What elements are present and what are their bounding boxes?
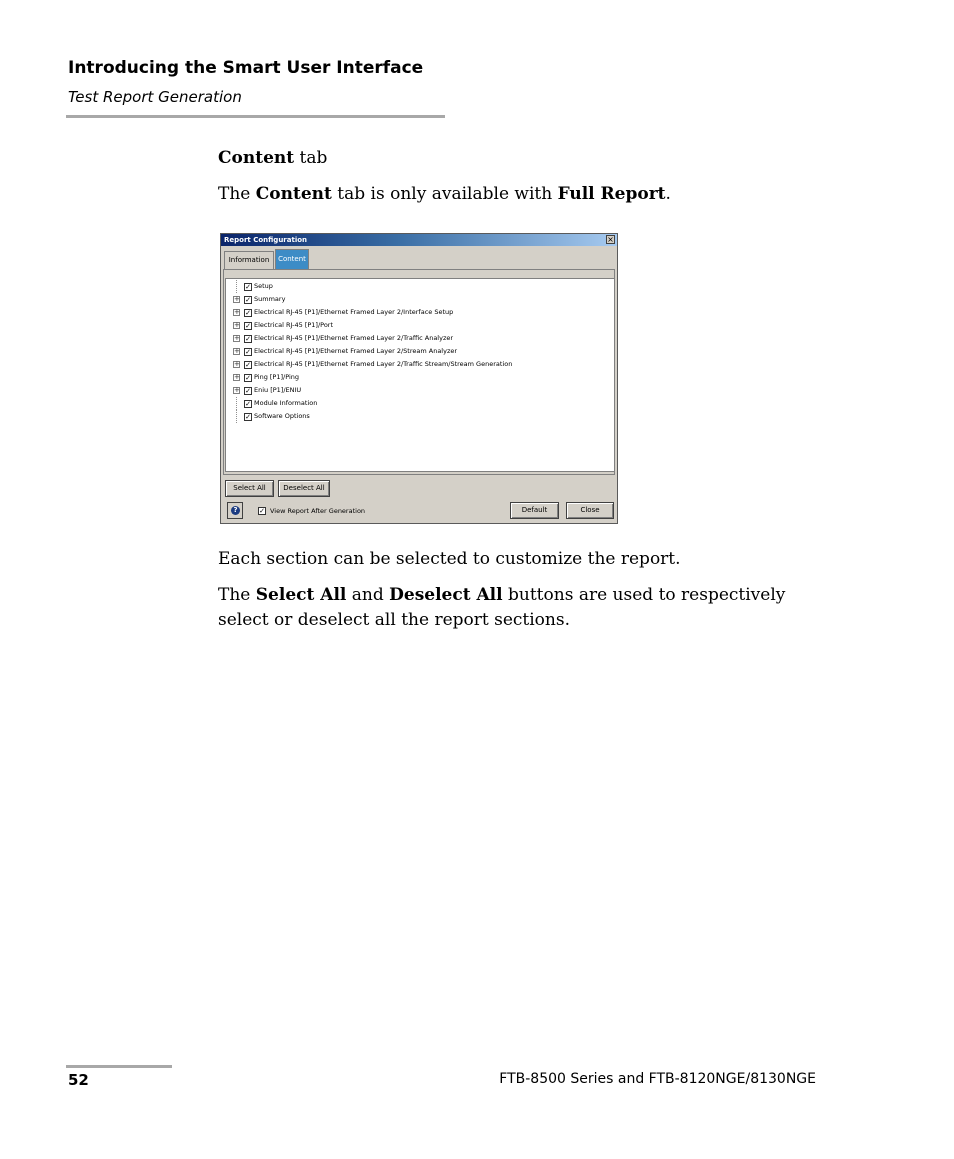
buttons-text-1: The [218,585,256,605]
tree-item-label: Software Options [254,412,310,420]
footer-rule [66,1065,172,1068]
tree-item-label: Summary [254,295,286,303]
tree-item-checkbox[interactable]: ✓ [245,283,251,291]
intro-bold-content: Content [255,184,332,204]
tree-item-label: Eniu [P1]/ENIU [254,386,302,394]
tree-item-checkbox[interactable]: ✓ [245,335,251,343]
dialog-titlebar[interactable] [221,234,617,246]
tree-item-label: Setup [254,282,273,290]
tree-item-checkbox[interactable]: ✓ [245,400,251,408]
tree-item-checkbox[interactable]: ✓ [245,413,251,421]
intro-text-1: The [218,184,256,204]
tree-item-label: Electrical RJ-45 [P1]/Ethernet Framed Layer 2/Traffic Stream/Stream Generation [254,360,513,368]
buttons-paragraph [218,583,818,633]
buttons-bold-select-all: Select All [255,585,347,605]
help-icon: ? [231,506,240,515]
description-paragraph: Each section can be selected to customize the report. [218,549,681,569]
running-header-subtitle: Test Report Generation [68,88,242,106]
expand-icon[interactable]: + [234,373,240,381]
buttons-text-2: and [346,585,390,605]
tree-item-label: Ping [P1]/Ping [254,373,300,381]
footer-product-name: FTB-8500 Series and FTB-8120NGE/8130NGE [499,1071,816,1087]
tree-item-checkbox[interactable]: ✓ [245,361,251,369]
expand-icon[interactable]: + [234,386,240,394]
report-sections-tree [225,278,615,472]
tree-item-label: Electrical RJ-45 [P1]/Ethernet Framed Layer 2/Interface Setup [254,308,454,316]
view-report-label: View Report After Generation [270,507,366,515]
section-heading-bold: Content [218,148,295,168]
tree-line [236,397,237,410]
tree-item-checkbox[interactable]: ✓ [245,322,251,330]
section-heading-rest: tab [294,148,328,168]
tree-item-label: Electrical RJ-45 [P1]/Port [254,321,334,329]
tree-item-checkbox[interactable]: ✓ [245,348,251,356]
tree-line [236,280,237,293]
view-report-checkbox[interactable]: ✓ [259,507,265,515]
tree-item-checkbox[interactable]: ✓ [245,296,251,304]
tree-item-label: Electrical RJ-45 [P1]/Ethernet Framed Layer 2/Traffic Analyzer [254,334,454,342]
buttons-text-3: buttons are used to respectively select or deselect all the report sections. [218,585,786,630]
intro-bold-full-report: Full Report [557,184,666,204]
expand-icon[interactable]: + [234,347,240,355]
tree-item-checkbox[interactable]: ✓ [245,387,251,395]
tab-information[interactable]: Information [224,251,274,269]
section-heading [218,146,818,171]
intro-text-3: . [665,184,671,204]
buttons-bold-deselect-all: Deselect All [389,585,503,605]
close-button[interactable]: Close [566,502,614,519]
page-number: 52 [68,1071,89,1089]
tree-item-checkbox[interactable]: ✓ [245,309,251,317]
tab-content[interactable]: Content [275,249,309,269]
select-all-button[interactable]: Select All [225,480,274,497]
expand-icon[interactable]: + [234,360,240,368]
intro-paragraph [218,182,818,207]
default-button[interactable]: Default [510,502,559,519]
running-header-title: Introducing the Smart User Interface [68,58,424,78]
deselect-all-button[interactable]: Deselect All [278,480,330,497]
tree-item-label: Electrical RJ-45 [P1]/Ethernet Framed Layer 2/Stream Analyzer [254,347,458,355]
expand-icon[interactable]: + [234,308,240,316]
expand-icon[interactable]: + [234,334,240,342]
expand-icon[interactable]: + [234,321,240,329]
help-button[interactable] [227,502,243,519]
header-rule [66,115,445,118]
close-icon[interactable]: × [607,235,614,244]
expand-icon[interactable]: + [234,295,240,303]
tree-item-label: Module Information [254,399,318,407]
dialog-title: Report Configuration [224,236,308,244]
report-configuration-dialog [220,233,618,524]
intro-text-2: tab is only available with [331,184,558,204]
tree-item-checkbox[interactable]: ✓ [245,374,251,382]
tree-line [236,410,237,423]
